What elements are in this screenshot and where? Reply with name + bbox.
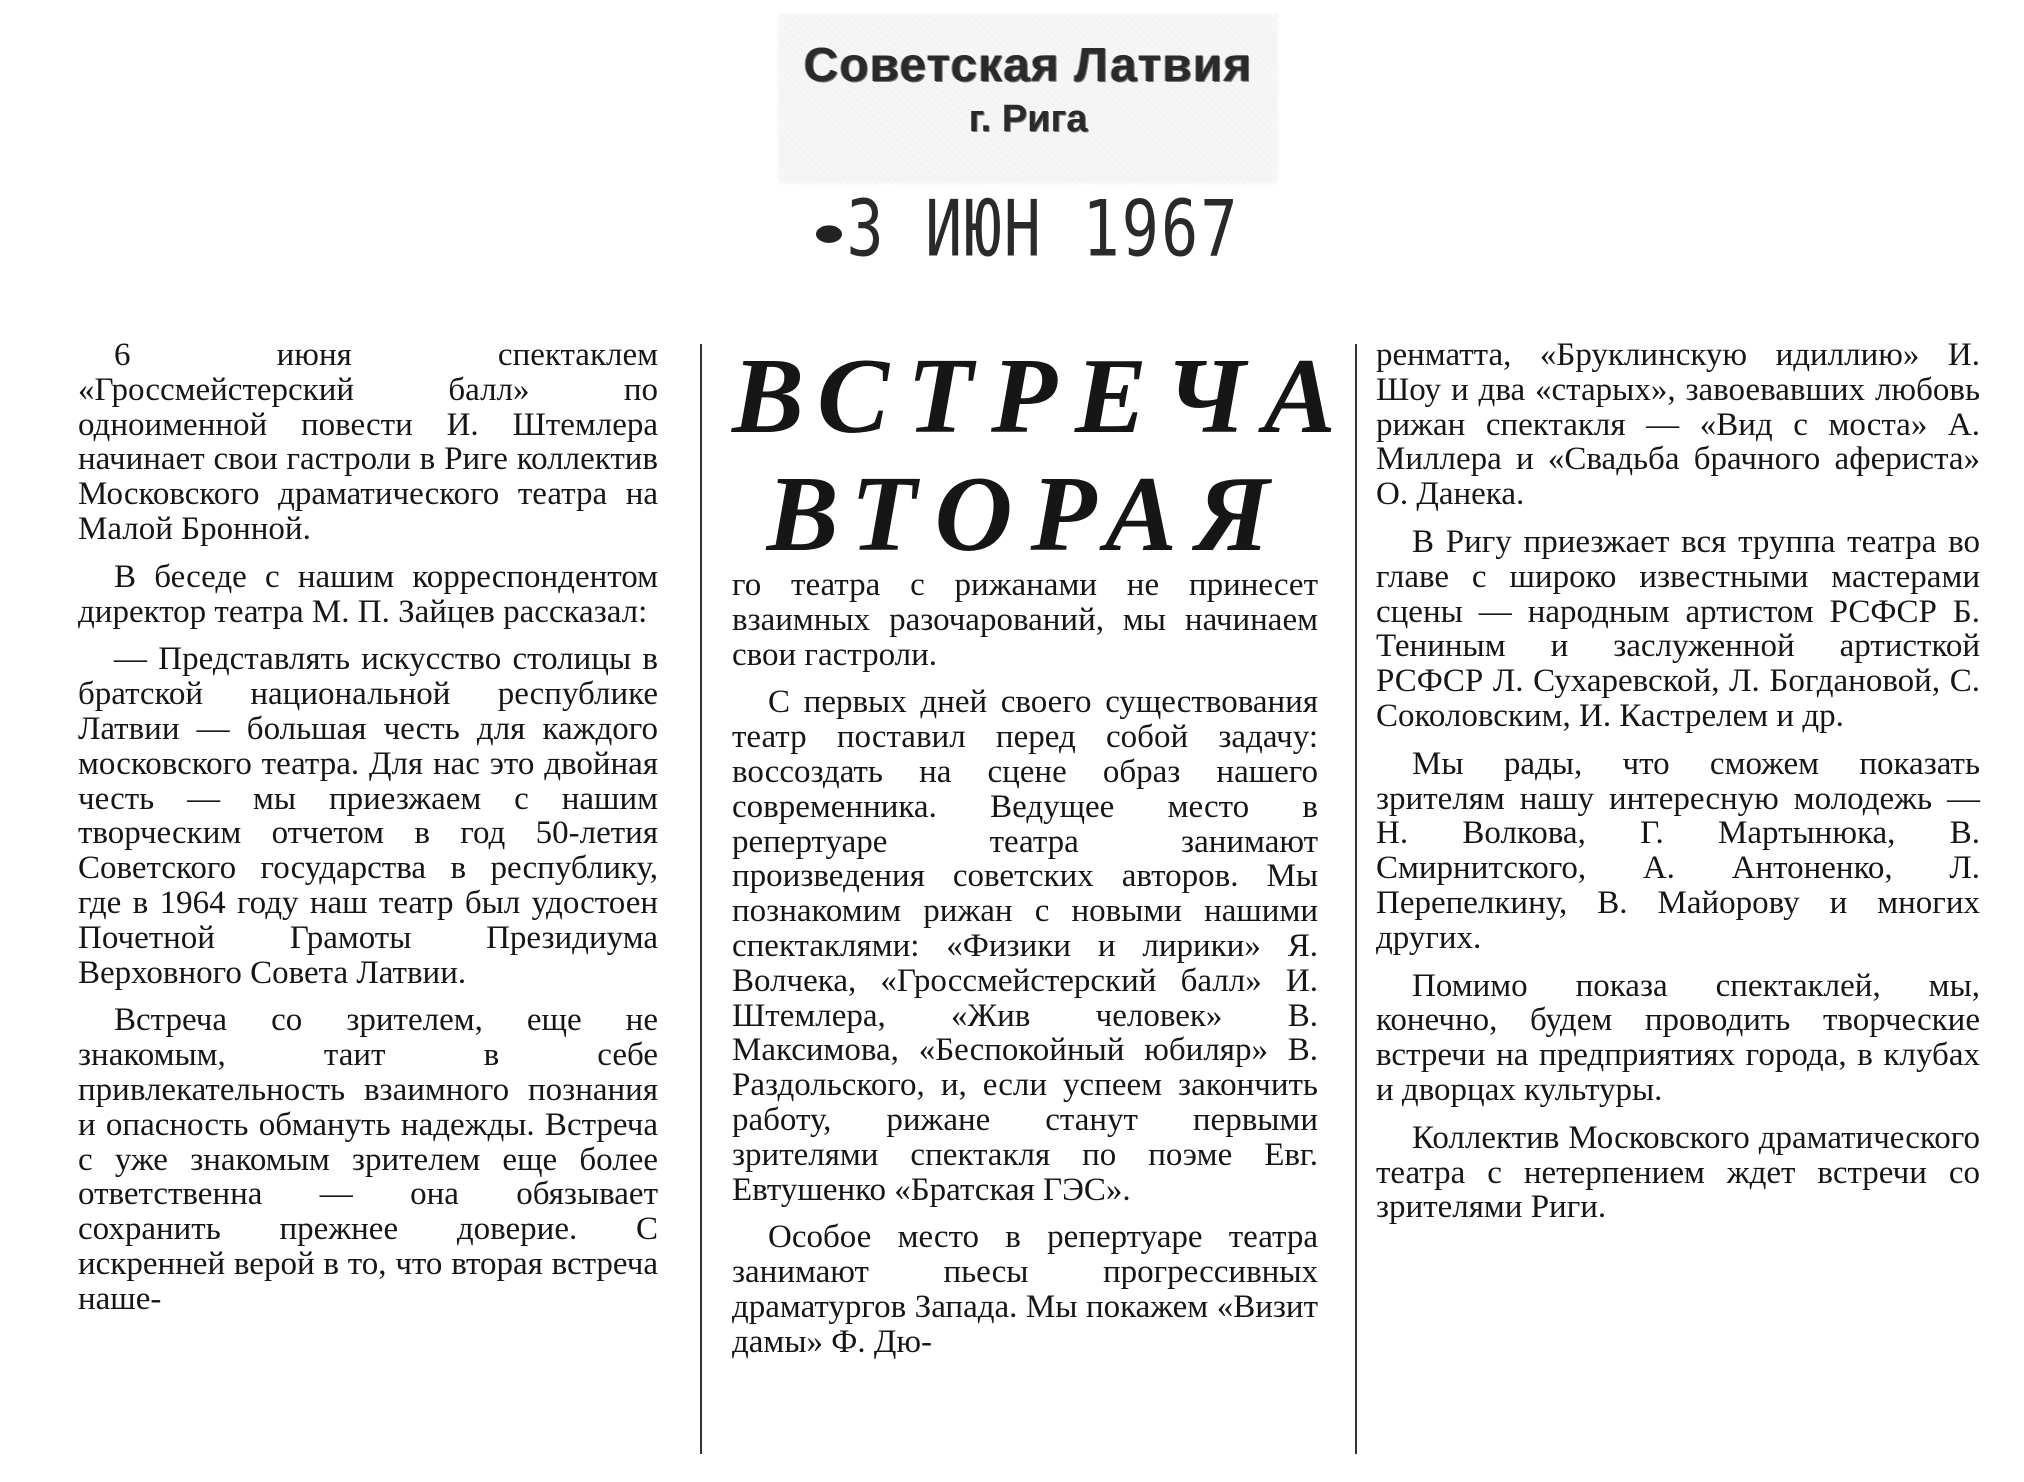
paragraph: Особое место в репертуаре театра занимают пьесы прогрессивных драматургов Запада. Мы покажем «Визит дамы» Ф. Дю- (732, 1219, 1318, 1360)
paragraph: Помимо показа спектаклей, мы, конечно, будем проводить творческие встречи на предприятиях города, в клубах и дворцах культуры. (1376, 967, 1980, 1108)
paragraph: Коллектив Московского драматического театра с нетерпением ждет встречи со зрителями Риги. (1376, 1119, 1980, 1226)
archive-stamp (778, 14, 1278, 275)
column-divider-left (700, 344, 702, 1454)
stamp-city: г. Рига (968, 98, 1088, 140)
paragraph: — Представлять искусство столицы в братской национальной республике Латвии — большая честь для каждого московского театра. Для нас это двойная честь — мы приезжаем с нашим творческим отчетом в год 50-летия Советского государства в республику, где в 1964 году наш театр был удостоен Почетной Грамоты Президиума Верховного Совета Латвии. (78, 641, 658, 991)
paragraph: го театра с рижанами не принесет взаимных разочарований, мы начинаем свои гастроли. (732, 567, 1318, 673)
stamp-date (778, 183, 1278, 274)
column-divider-right (1355, 344, 1357, 1454)
headline-line-2: ВТОРАЯ (766, 455, 1288, 574)
headline-line-1: ВСТРЕЧА (732, 337, 1354, 456)
article-column-1 (78, 338, 658, 1330)
paragraph: Встреча со зрителем, еще не знакомым, таит в себе привлекательность взаимного познания и опасность обмануть надежды. Встреча с уже знакомым зрителем еще более ответственна — она обязывает сохранить прежнее доверие. С искренней верой в то, что вторая встреча наше- (78, 1002, 658, 1317)
paragraph: 6 июня спектаклем «Гроссмейстерский балл» по одноименной повести И. Штемлера начинает свои гастроли в Риге коллектив Московского драматического театра на Малой Бронной. (78, 337, 658, 547)
article-column-2 (732, 568, 1318, 1373)
stamp-date-text: 3 ИЮН 1967 (846, 182, 1240, 275)
paragraph: В беседе с нашим корреспондентом директор театра М. П. Зайцев рассказал: (78, 558, 658, 630)
paragraph: ренматта, «Бруклинскую идиллию» И. Шоу и два «старых», завоевавших любовь рижан спектакля — «Вид с моста» А. Миллера и «Свадьба брачного афериста» О. Данека. (1376, 337, 1980, 513)
stamp-dot-mark (816, 225, 842, 243)
stamp-newspaper-name: Советская Латвия (803, 39, 1253, 92)
paragraph: Мы рады, что сможем показать зрителям нашу интересную молодежь — Н. Волкова, Г. Мартынюка, В. Смирнитского, А. Антоненко, Л. Перепелкину, В. Майорову и многих других. (1376, 745, 1980, 956)
paragraph: С первых дней своего существования театр поставил перед собой задачу: воссоздать на сцене образ нашего современника. Ведущее место в репертуаре театра занимают произведения советских авторов. Мы познакомим рижан с новыми нашими спектаклями: «Физики и лирики» Я. Волчека, «Гроссмейстерский балл» И. Штемлера, «Жив человек» В. Максимова, «Беспокойный юбиляр» В. Раздольского, и, если успеем закончить работу, рижане станут первыми зрителями спектакля по поэме Евг. Евтушенко «Братская ГЭС». (732, 684, 1318, 1208)
article-headline (732, 337, 1354, 574)
article-column-3 (1376, 338, 1980, 1238)
paragraph: В Ригу приезжает вся труппа театра во главе с широко известными мастерами сцены — народным артистом РСФСР Б. Тениным и заслуженной артисткой РСФСР Л. Сухаревской, Л. Богдановой, С. Соколовским, И. Кастрелем и др. (1376, 523, 1980, 734)
